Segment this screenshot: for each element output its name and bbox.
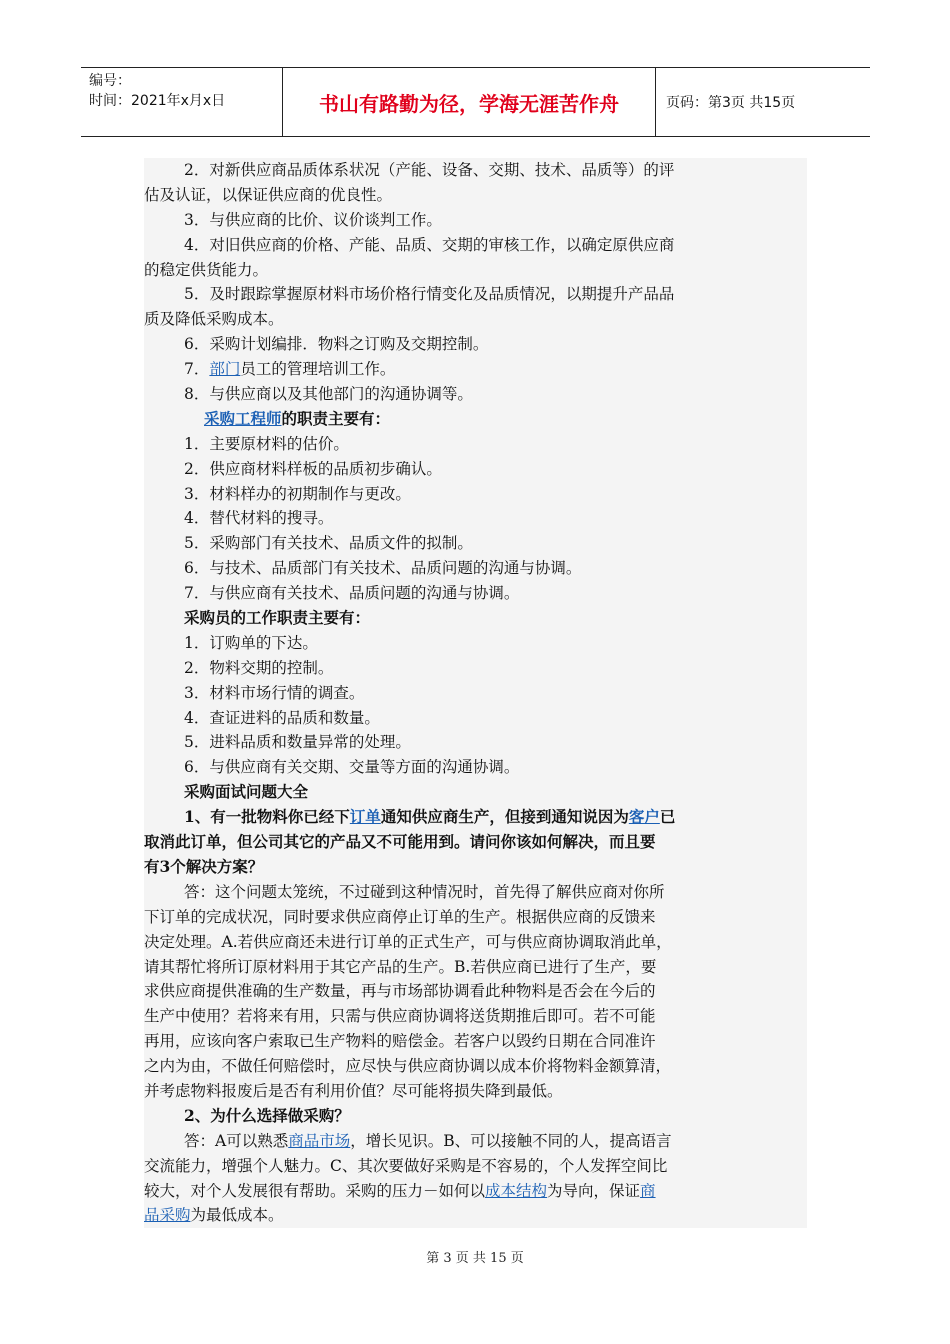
link-cost-structure[interactable]: 成本结构 <box>485 1181 548 1200</box>
header-page-label: 页码：第3页 共15页 <box>666 95 796 111</box>
question-line: 2、为什么选择做采购？ <box>184 1105 350 1125</box>
text-line: 2．物料交期的控制。 <box>184 658 334 677</box>
section-heading <box>144 407 807 432</box>
text-line: 求供应商提供准确的生产数量，再与市场部协调看此种物料是否会在今后的 <box>144 982 656 1001</box>
text-line: 答：这个问题太笼统，不过碰到这种情况时，首先得了解供应商对你所 <box>184 882 665 901</box>
link-purchasing-engineer[interactable]: 采购工程师 <box>204 408 282 428</box>
link-commodity-purchase-part1[interactable]: 商 <box>640 1181 656 1200</box>
text-line: 生产中使用？若将来有用，只需与供应商协调将送货期推后即可。若不可能 <box>144 1007 656 1026</box>
text-line: 3．材料样办的初期制作与更改。 <box>184 484 411 503</box>
text-span: 为导向，保证 <box>547 1181 641 1200</box>
text-span: 为最低成本。 <box>190 1206 284 1225</box>
question-line <box>144 805 807 830</box>
text-line: 2．供应商材料样板的品质初步确认。 <box>184 459 442 478</box>
page-footer: 第 3 页 共 15 页 <box>426 1251 524 1266</box>
link-commodity-market[interactable]: 商品市场 <box>288 1131 351 1150</box>
text-line: 质及降低采购成本。 <box>144 310 284 329</box>
text-line: 6．与供应商有关交期、交量等方面的沟通协调。 <box>184 758 520 777</box>
text-line: 4．查证进料的品质和数量。 <box>184 708 380 727</box>
text-line <box>144 1129 807 1154</box>
text-line: 5．及时跟踪掌握原材料市场价格行情变化及品质情况，以期提升产品品 <box>184 285 675 304</box>
page-header <box>81 67 870 137</box>
item-prefix: 7． <box>184 360 210 379</box>
text-span: 答：A可以熟悉 <box>184 1131 289 1150</box>
text-line: 3．材料市场行情的调查。 <box>184 683 365 702</box>
document-body <box>144 158 807 1228</box>
link-department[interactable]: 部门 <box>209 360 241 379</box>
text-span: ，增长见识。B、可以接触不同的人，提高语言 <box>350 1131 672 1150</box>
link-customer[interactable]: 客户 <box>628 807 660 827</box>
text-span: 员工的管理培训工作。 <box>240 360 396 379</box>
text-line <box>144 1203 807 1228</box>
text-line <box>144 1179 807 1204</box>
header-motto: 书山有路勤为径，学海无涯苦作舟 <box>283 68 656 136</box>
section-heading: 采购员的工作职责主要有： <box>184 608 371 628</box>
link-order[interactable]: 订单 <box>349 807 381 827</box>
text-line: 8．与供应商以及其他部门的沟通协调等。 <box>184 385 473 404</box>
text-line: 并考虑物料报废后是否有利用价值？尽可能将损失降到最低。 <box>144 1081 563 1100</box>
text-span: 较大，对个人发展很有帮助。采购的压力－如何以 <box>144 1181 486 1200</box>
text-line: 再用，应该向客户索取已生产物料的赔偿金。若客户以毁约日期在合同准许 <box>144 1032 656 1051</box>
text-line: 3．与供应商的比价、议价谈判工作。 <box>184 210 442 229</box>
section-heading: 采购面试问题大全 <box>184 782 309 802</box>
text-line: 1．订购单的下达。 <box>184 633 318 652</box>
text-line: 4．对旧供应商的价格、产能、品质、交期的审核工作，以确定原供应商 <box>184 235 675 254</box>
text-span: 1、有一批物料你已经下 <box>184 807 350 827</box>
text-line: 请其帮忙将所订原材料用于其它产品的生产。B.若供应商已进行了生产，要 <box>144 957 657 976</box>
text-line: 决定处理。A.若供应商还未进行订单的正式生产，可与供应商协调取消此单， <box>144 932 672 951</box>
question-line: 取消此订单，但公司其它的产品又不可能用到。请问你该如何解决，而且要 <box>144 832 656 852</box>
text-line <box>144 357 807 382</box>
text-line: 6．与技术、品质部门有关技术、品质问题的沟通与协调。 <box>184 559 582 578</box>
text-line: 之内为由，不做任何赔偿时，应尽快与供应商协调以成本价将物料金额算清， <box>144 1057 672 1076</box>
text-line: 1．主要原材料的估价。 <box>184 434 349 453</box>
link-commodity-purchase-part2[interactable]: 品采购 <box>144 1206 191 1225</box>
text-line: 下订单的完成状况，同时要求供应商停止订单的生产。根据供应商的反馈来 <box>144 907 656 926</box>
text-line: 6．采购计划编排．物料之订购及交期控制。 <box>184 335 489 354</box>
question-line: 有3个解决方案？ <box>144 856 264 876</box>
text-line: 5．进料品质和数量异常的处理。 <box>184 733 411 752</box>
text-line: 5．采购部门有关技术、品质文件的拟制。 <box>184 534 473 553</box>
text-span: 通知供应商生产，但接到通知说因为 <box>380 807 629 827</box>
text-line: 估及认证，以保证供应商的优良性。 <box>144 185 393 204</box>
time-label: 时间：2021年x月x日 <box>89 93 226 109</box>
text-line: 7．与供应商有关技术、品质问题的沟通与协调。 <box>184 584 520 603</box>
text-span: 的职责主要有： <box>281 408 391 428</box>
text-line: 的稳定供货能力。 <box>144 260 269 279</box>
text-span: 已 <box>659 807 676 827</box>
text-line: 2．对新供应商品质体系状况（产能、设备、交期、技术、品质等）的评 <box>184 161 675 179</box>
text-line: 4．替代材料的搜寻。 <box>184 509 334 528</box>
text-line: 交流能力，增强个人魅力。C、其次要做好采购是不容易的，个人发挥空间比 <box>144 1156 668 1175</box>
number-label: 编号： <box>89 73 131 89</box>
header-meta <box>81 68 283 136</box>
